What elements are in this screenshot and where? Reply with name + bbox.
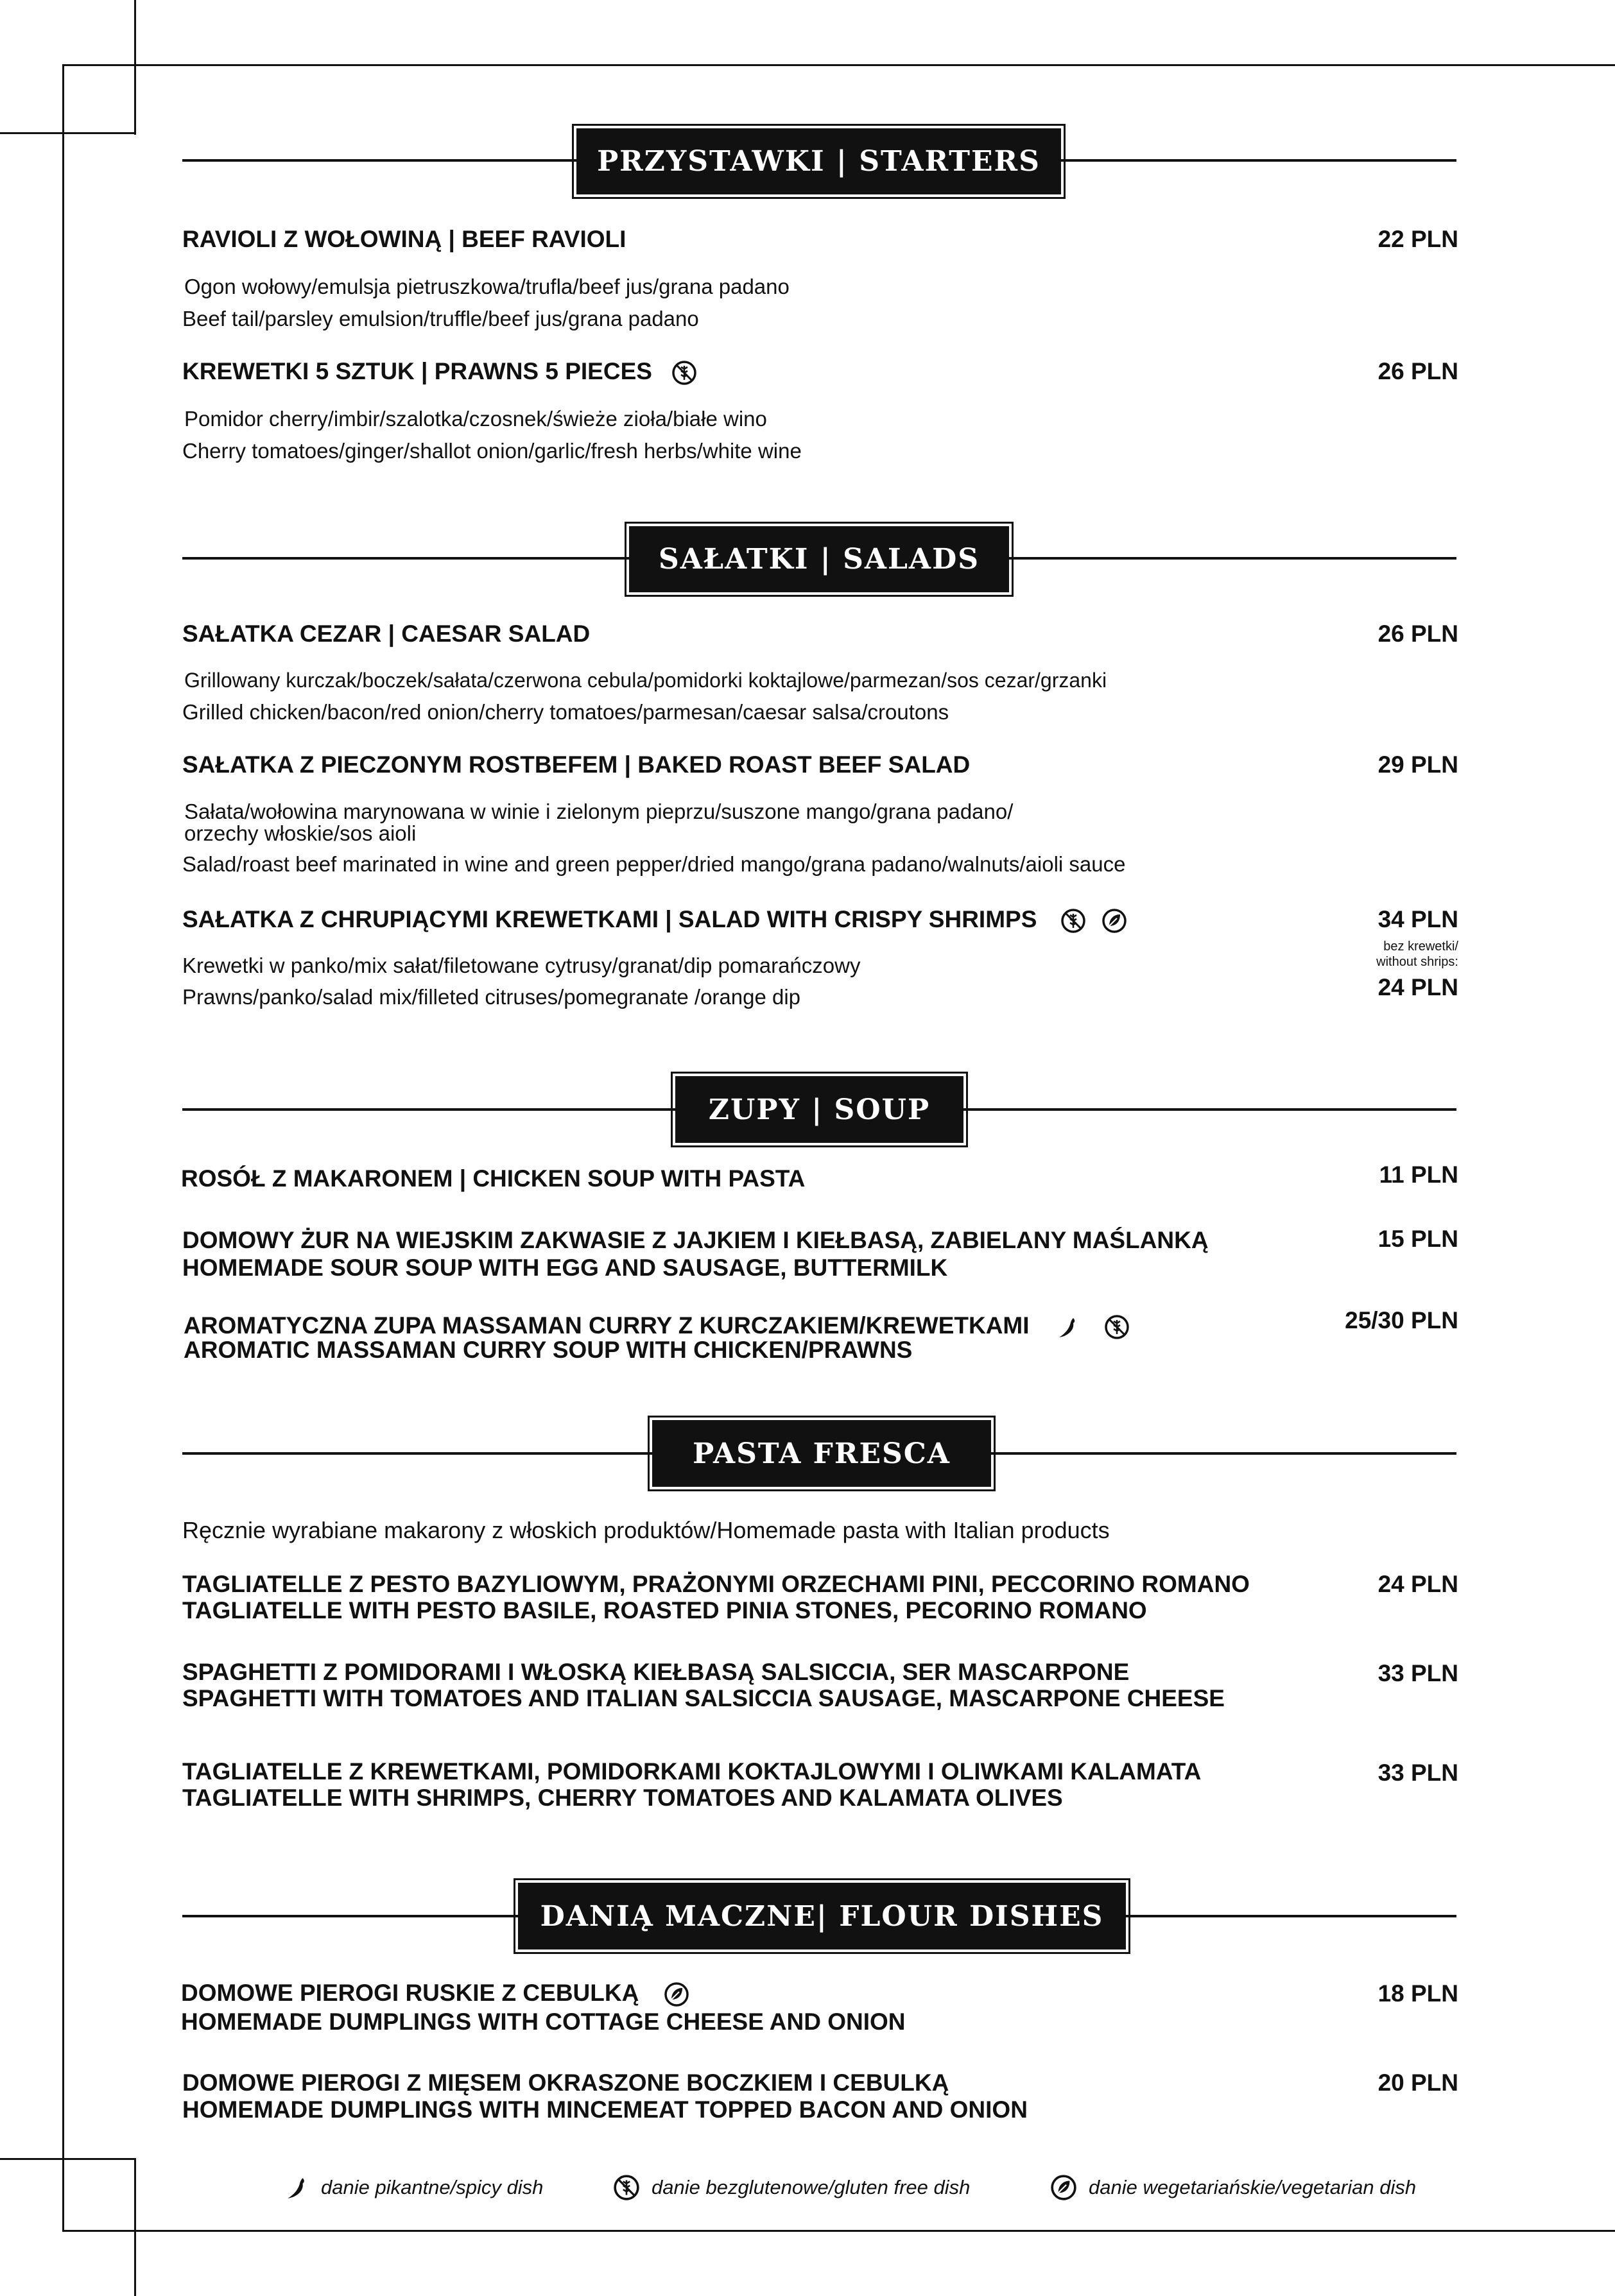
menu-item-price: 22 PLN — [1378, 226, 1458, 252]
legend-label: danie wegetariańskie/vegetarian dish — [1089, 2176, 1417, 2198]
menu-item-name-text: SAŁATKA Z CHRUPIĄCYMI KREWETKAMI | SALAD WITH CRISPY SHRIMPS — [182, 906, 1037, 932]
menu-item-name: RAVIOLI Z WOŁOWINĄ | BEEF RAVIOLI — [182, 226, 626, 252]
section-title: DANIĄ MACZNE| FLOUR DISHES — [540, 1899, 1104, 1933]
menu-item-desc: Krewetki w panko/mix sałat/filetowane cytrusy/granat/dip pomarańczowy — [182, 954, 861, 977]
legend-label: danie bezglutenowe/gluten free dish — [652, 2176, 971, 2198]
menu-item-desc: Salad/roast beef marinated in wine and green pepper/dried mango/grana padano/walnuts/aioli sauce — [182, 852, 1126, 876]
vegetarian-icon — [1101, 908, 1127, 934]
menu-item-price-alt: 24 PLN — [1378, 974, 1458, 1000]
menu-item-price: 24 PLN — [1378, 1571, 1458, 1597]
menu-item-name: TAGLIATELLE WITH SHRIMPS, CHERRY TOMATOES AND KALAMATA OLIVES — [182, 1785, 1063, 1811]
menu-item-name-text: KREWETKI 5 SZTUK | PRAWNS 5 PIECES — [182, 358, 652, 384]
section-title: PRZYSTAWKI | STARTERS — [597, 145, 1041, 178]
menu-item-name — [182, 906, 1127, 934]
section-header-pasta — [652, 1420, 991, 1487]
price-note: bez krewetki/ — [1383, 939, 1458, 954]
menu-item-name: SAŁATKA CEZAR | CAESAR SALAD — [182, 621, 591, 647]
menu-item-desc: orzechy włoskie/sos aioli — [184, 821, 417, 845]
menu-item-price: 20 PLN — [1378, 2069, 1458, 2096]
menu-item-desc: Cherry tomatoes/ginger/shallot onion/garlic/fresh herbs/white wine — [182, 439, 802, 463]
gluten-free-icon — [1060, 908, 1086, 934]
menu-item-price: 33 PLN — [1378, 1760, 1458, 1786]
menu-item-name: DOMOWY ŻUR NA WIEJSKIM ZAKWASIE Z JAJKIEM I KIEŁBASĄ, ZABIELANY MAŚLANKĄ — [182, 1227, 1209, 1253]
menu-item-name: DOMOWE PIEROGI Z MIĘSEM OKRASZONE BOCZKIEM I CEBULKĄ — [182, 2069, 949, 2096]
menu-item-name: HOMEMADE SOUR SOUP WITH EGG AND SAUSAGE, BUTTERMILK — [182, 1255, 948, 1281]
section-header-starters — [576, 128, 1061, 194]
section-header-flour — [518, 1883, 1126, 1949]
menu-item-name: TAGLIATELLE WITH PESTO BASILE, ROASTED PINIA STONES, PECORINO ROMANO — [182, 1597, 1147, 1623]
menu-item-desc: Grillowany kurczak/boczek/sałata/czerwona cebula/pomidorki koktajlowe/parmezan/sos cezar/grzanki — [184, 669, 1107, 692]
menu-item-name: HOMEMADE DUMPLINGS WITH MINCEMEAT TOPPED BACON AND ONION — [182, 2096, 1028, 2123]
menu-item-price: 33 PLN — [1378, 1660, 1458, 1686]
gluten-free-icon — [1104, 1314, 1130, 1340]
price-note: without shrips: — [1376, 955, 1458, 969]
menu-item-price: 26 PLN — [1378, 621, 1458, 647]
menu-item-name — [182, 358, 697, 386]
menu-item-name: SPAGHETTI Z POMIDORAMI I WŁOSKĄ KIEŁBASĄ SALSICCIA, SER MASCARPONE — [182, 1659, 1130, 1685]
vegetarian-icon — [664, 1982, 689, 2007]
section-header-soup — [675, 1076, 963, 1143]
legend-gluten-free — [613, 2174, 970, 2201]
pasta-intro: Ręcznie wyrabiane makarony z włoskich produktów/Homemade pasta with Italian products — [182, 1517, 1110, 1543]
frame-line-bottom-vertical — [134, 2158, 136, 2296]
menu-item-desc: Beef tail/parsley emulsion/truffle/beef jus/grana padano — [182, 307, 699, 330]
menu-item-name: HOMEMADE DUMPLINGS WITH COTTAGE CHEESE AND ONION — [181, 2009, 906, 2035]
frame-line-bottom-horizontal — [62, 2230, 1615, 2232]
menu-item-name: ROSÓŁ Z MAKARONEM | CHICKEN SOUP WITH PASTA — [181, 1165, 806, 1192]
menu-item-desc: Pomidor cherry/imbir/szalotka/czosnek/świeże zioła/białe wino — [184, 407, 767, 431]
menu-item-price: 18 PLN — [1378, 1980, 1458, 2007]
legend-vegetarian — [1050, 2174, 1416, 2201]
chili-icon — [1054, 1314, 1080, 1340]
menu-item-name-text: DOMOWE PIEROGI RUSKIE Z CEBULKĄ — [181, 1980, 639, 2006]
section-title: SAŁATKI | SALADS — [658, 543, 980, 576]
menu-item-name: SPAGHETTI WITH TOMATOES AND ITALIAN SALSICCIA SAUSAGE, MASCARPONE CHEESE — [182, 1685, 1225, 1711]
menu-item-desc: Sałata/wołowina marynowana w winie i zielonym pieprzu/suszone mango/grana padano/ — [184, 800, 1014, 823]
menu-item-price: 15 PLN — [1378, 1226, 1458, 1252]
menu-item-price: 29 PLN — [1378, 751, 1458, 778]
menu-item-price: 25/30 PLN — [1345, 1307, 1458, 1333]
frame-line-top-vertical — [134, 0, 136, 135]
menu-item-desc: Ogon wołowy/emulsja pietruszkowa/trufla/beef jus/grana padano — [184, 275, 790, 298]
section-header-salads — [629, 526, 1009, 592]
menu-item-name: SAŁATKA Z PIECZONYM ROSTBEFEM | BAKED ROAST BEEF SALAD — [182, 751, 971, 778]
frame-line-top-horizontal — [0, 132, 136, 134]
menu-item-desc: Grilled chicken/bacon/red onion/cherry tomatoes/parmesan/caesar salsa/croutons — [182, 700, 949, 724]
menu-item-name — [181, 1980, 689, 2007]
menu-item-name: TAGLIATELLE Z PESTO BAZYLIOWYM, PRAŻONYMI ORZECHAMI PINI, PECCORINO ROMANO — [182, 1571, 1250, 1597]
chili-icon — [282, 2174, 309, 2201]
menu-item-price: 34 PLN — [1378, 906, 1458, 932]
section-title: ZUPY | SOUP — [708, 1093, 931, 1126]
gluten-free-icon — [671, 360, 697, 386]
frame-line-top-long — [62, 64, 1615, 66]
menu-item-name-text: AROMATYCZNA ZUPA MASSAMAN CURRY Z KURCZAKIEM/KREWETKAMI — [184, 1312, 1030, 1339]
frame-line-bottom-short — [0, 2158, 136, 2160]
vegetarian-icon — [1050, 2174, 1077, 2201]
menu-item-name: TAGLIATELLE Z KREWETKAMI, POMIDORKAMI KOKTAJLOWYMI I OLIWKAMI KALAMATA — [182, 1758, 1202, 1785]
legend-label: danie pikantne/spicy dish — [321, 2176, 544, 2198]
menu-item-price: 11 PLN — [1379, 1161, 1458, 1188]
frame-line-left — [62, 64, 64, 2232]
menu-item-name: AROMATIC MASSAMAN CURRY SOUP WITH CHICKEN/PRAWNS — [184, 1337, 913, 1363]
section-title: PASTA FRESCA — [693, 1437, 951, 1470]
gluten-free-icon — [613, 2174, 640, 2201]
menu-item-name — [184, 1312, 1130, 1340]
menu-item-price: 26 PLN — [1378, 358, 1458, 384]
menu-item-desc: Prawns/panko/salad mix/filleted citruses/pomegranate /orange dip — [182, 985, 801, 1009]
legend-spicy — [282, 2174, 543, 2201]
